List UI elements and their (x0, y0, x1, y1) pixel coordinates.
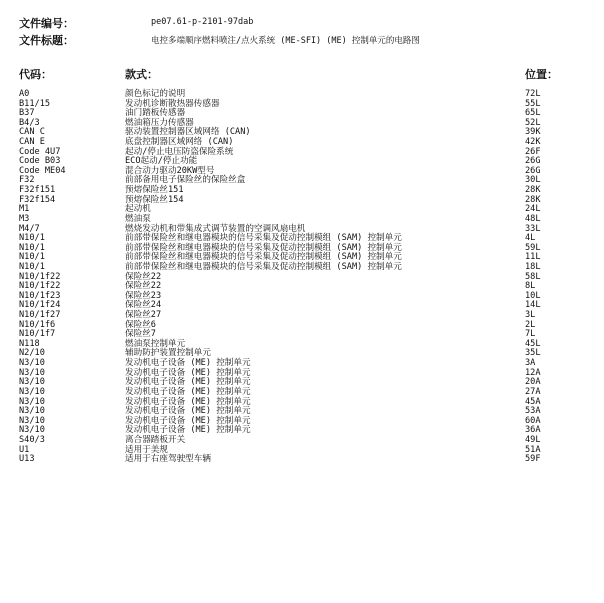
component-position: 20A (525, 377, 541, 388)
component-position: 26G (525, 156, 541, 167)
component-position: 28K (525, 194, 541, 205)
component-code: B11/15 (19, 98, 51, 109)
table-row (0, 446, 604, 456)
component-code: F32f154 (19, 194, 56, 205)
table-row (0, 417, 604, 427)
table-row (0, 311, 604, 321)
component-description: 离合器踏板开关 (125, 434, 186, 445)
component-position: 7L (525, 329, 536, 340)
component-position: 8L (525, 281, 536, 292)
component-position: 65L (525, 108, 541, 119)
component-code: U1 (19, 444, 30, 455)
component-code: N3/10 (19, 406, 45, 417)
component-description: 起动/停止电压防盗保险系统 (125, 146, 234, 157)
component-position: 11L (525, 252, 541, 263)
component-description: 保险丝7 (125, 329, 156, 340)
component-code: F32 (19, 175, 35, 186)
component-position: 26F (525, 146, 541, 157)
table-row (0, 398, 604, 408)
component-description: 油门踏板传感器 (125, 108, 186, 119)
component-description: ECO起动/停止功能 (125, 156, 198, 167)
component-position: 59F (525, 454, 541, 465)
component-position: 39K (525, 127, 541, 138)
component-description: 保险丝23 (125, 290, 162, 301)
component-code: N10/1f22 (19, 281, 61, 292)
component-description: 前部带保险丝和继电器模块的信号采集及促动控制模组 (SAM) 控制单元 (125, 242, 402, 253)
table-row (0, 369, 604, 379)
column-header-desc: 款式： (125, 68, 158, 81)
component-position: 30L (525, 175, 541, 186)
table-row (0, 359, 604, 369)
table-row (0, 263, 604, 273)
component-code: N10/1 (19, 242, 45, 253)
component-code: U13 (19, 454, 35, 465)
component-description: 前部备用电子保险丝的保险丝盒 (125, 175, 246, 186)
table-row (0, 90, 604, 100)
component-position: 3A (525, 358, 536, 369)
component-description: 底盘控制器区域网络 (CAN) (125, 137, 234, 148)
component-position: 28K (525, 185, 541, 196)
component-code: A0 (19, 89, 30, 99)
component-code: N10/1f22 (19, 271, 61, 282)
component-position: 52L (525, 117, 541, 128)
component-description: 保险丝6 (125, 319, 156, 330)
component-description: 颜色标记的说明 (125, 89, 186, 99)
table-row (0, 128, 604, 138)
table-row (0, 148, 604, 158)
component-position: 59L (525, 242, 541, 253)
component-position: 49L (525, 434, 541, 445)
component-position: 12A (525, 367, 541, 378)
component-code: N10/1f24 (19, 300, 61, 311)
table-row (0, 119, 604, 129)
component-code: F32f151 (19, 185, 56, 196)
component-code: Code ME04 (19, 165, 66, 176)
component-code: N2/10 (19, 348, 45, 359)
table-row (0, 292, 604, 302)
component-code: N10/1f27 (19, 310, 61, 321)
table-row (0, 455, 604, 465)
doc-number-label: 文件编号： (19, 17, 74, 30)
component-code: B4/3 (19, 117, 40, 128)
component-description: 发动机电子设备 (ME) 控制单元 (125, 425, 251, 436)
component-description: 预熔保险丝151 (125, 185, 184, 196)
table-row (0, 340, 604, 350)
component-code: N3/10 (19, 425, 45, 436)
component-description: 发动机电子设备 (ME) 控制单元 (125, 377, 251, 388)
component-description: 发动机电子设备 (ME) 控制单元 (125, 406, 251, 417)
component-position: 18L (525, 261, 541, 272)
component-description: 预熔保险丝154 (125, 194, 184, 205)
component-code: N10/1f6 (19, 319, 56, 330)
table-row (0, 176, 604, 186)
component-description: 前部带保险丝和继电器模块的信号采集及促动控制模组 (SAM) 控制单元 (125, 233, 402, 244)
component-description: 前部带保险丝和继电器模块的信号采集及促动控制模组 (SAM) 控制单元 (125, 252, 402, 263)
component-code: N3/10 (19, 358, 45, 369)
component-position: 27A (525, 386, 541, 397)
column-header-code: 代码： (19, 68, 52, 81)
component-description: 适用于美规 (125, 444, 168, 455)
doc-title-value: 电控多端顺序燃料喷注/点火系统 (ME-SFI) (ME) 控制单元的电路图 (151, 36, 420, 46)
component-code: B37 (19, 108, 35, 119)
component-code: N3/10 (19, 367, 45, 378)
component-description: 发动机电子设备 (ME) 控制单元 (125, 415, 251, 426)
component-position: 42K (525, 137, 541, 148)
component-list (0, 90, 604, 465)
table-row (0, 301, 604, 311)
component-code: N10/1f23 (19, 290, 61, 301)
component-description: 发动机电子设备 (ME) 控制单元 (125, 386, 251, 397)
component-position: 48L (525, 213, 541, 224)
component-description: 保险丝22 (125, 271, 162, 282)
component-description: 燃烧发动机和带集成式调节装置的空调风扇电机 (125, 223, 306, 234)
table-row (0, 321, 604, 331)
table-row (0, 378, 604, 388)
table-row (0, 205, 604, 215)
component-position: 55L (525, 98, 541, 109)
component-description: 燃油泵 (125, 213, 151, 224)
component-code: N118 (19, 338, 40, 349)
component-position: 72L (525, 89, 541, 99)
component-code: M1 (19, 204, 30, 215)
component-code: M3 (19, 213, 30, 224)
component-description: 保险丝22 (125, 281, 162, 292)
component-code: CAN E (19, 137, 45, 148)
component-description: 辅助防护装置控制单元 (125, 348, 211, 359)
component-description: 燃油泵控制单元 (125, 338, 186, 349)
component-description: 发动机诊断散热器传感器 (125, 98, 220, 109)
component-description: 适用于右座驾驶型车辆 (125, 454, 211, 465)
component-description: 混合动力驱动20KW型号 (125, 165, 215, 176)
component-position: 2L (525, 319, 536, 330)
table-row (0, 388, 604, 398)
component-code: M4/7 (19, 223, 40, 234)
component-position: 51A (525, 444, 541, 455)
table-row (0, 282, 604, 292)
component-code: CAN C (19, 127, 45, 138)
table-row (0, 273, 604, 283)
table-row (0, 109, 604, 119)
table-row (0, 167, 604, 177)
component-code: N3/10 (19, 415, 45, 426)
component-position: 45L (525, 338, 541, 349)
component-position: 60A (525, 415, 541, 426)
table-row (0, 186, 604, 196)
table-row (0, 436, 604, 446)
component-code: N10/1 (19, 261, 45, 272)
component-description: 保险丝24 (125, 300, 162, 311)
component-position: 14L (525, 300, 541, 311)
component-code: N3/10 (19, 396, 45, 407)
component-position: 4L (525, 233, 536, 244)
component-code: N10/1 (19, 252, 45, 263)
table-row (0, 349, 604, 359)
component-description: 发动机电子设备 (ME) 控制单元 (125, 358, 251, 369)
table-row (0, 330, 604, 340)
component-description: 发动机电子设备 (ME) 控制单元 (125, 367, 251, 378)
component-position: 26G (525, 165, 541, 176)
component-position: 33L (525, 223, 541, 234)
doc-title-label: 文件标题： (19, 34, 74, 47)
component-code: Code 4U7 (19, 146, 61, 157)
component-description: 发动机电子设备 (ME) 控制单元 (125, 396, 251, 407)
doc-number-value: pe07.61-p-2101-97dab (151, 17, 254, 27)
column-header-position: 位置： (525, 68, 558, 81)
table-row (0, 426, 604, 436)
component-position: 45A (525, 396, 541, 407)
component-position: 53A (525, 406, 541, 417)
component-code: N10/1 (19, 233, 45, 244)
component-position: 36A (525, 425, 541, 436)
component-position: 3L (525, 310, 536, 321)
table-row (0, 407, 604, 417)
component-code: S40/3 (19, 434, 45, 445)
component-description: 前部带保险丝和继电器模块的信号采集及促动控制模组 (SAM) 控制单元 (125, 261, 402, 272)
component-description: 保险丝27 (125, 310, 162, 321)
component-code: N3/10 (19, 386, 45, 397)
table-row (0, 138, 604, 148)
component-position: 35L (525, 348, 541, 359)
component-code: Code B03 (19, 156, 61, 167)
table-row (0, 100, 604, 110)
component-description: 起动机 (125, 204, 151, 215)
component-code: N10/1f7 (19, 329, 56, 340)
component-description: 驱动装置控制器区域网络 (CAN) (125, 127, 251, 138)
component-description: 燃油箱压力传感器 (125, 117, 194, 128)
component-position: 58L (525, 271, 541, 282)
table-row (0, 157, 604, 167)
component-code: N3/10 (19, 377, 45, 388)
component-position: 24L (525, 204, 541, 215)
component-position: 10L (525, 290, 541, 301)
table-row (0, 196, 604, 206)
